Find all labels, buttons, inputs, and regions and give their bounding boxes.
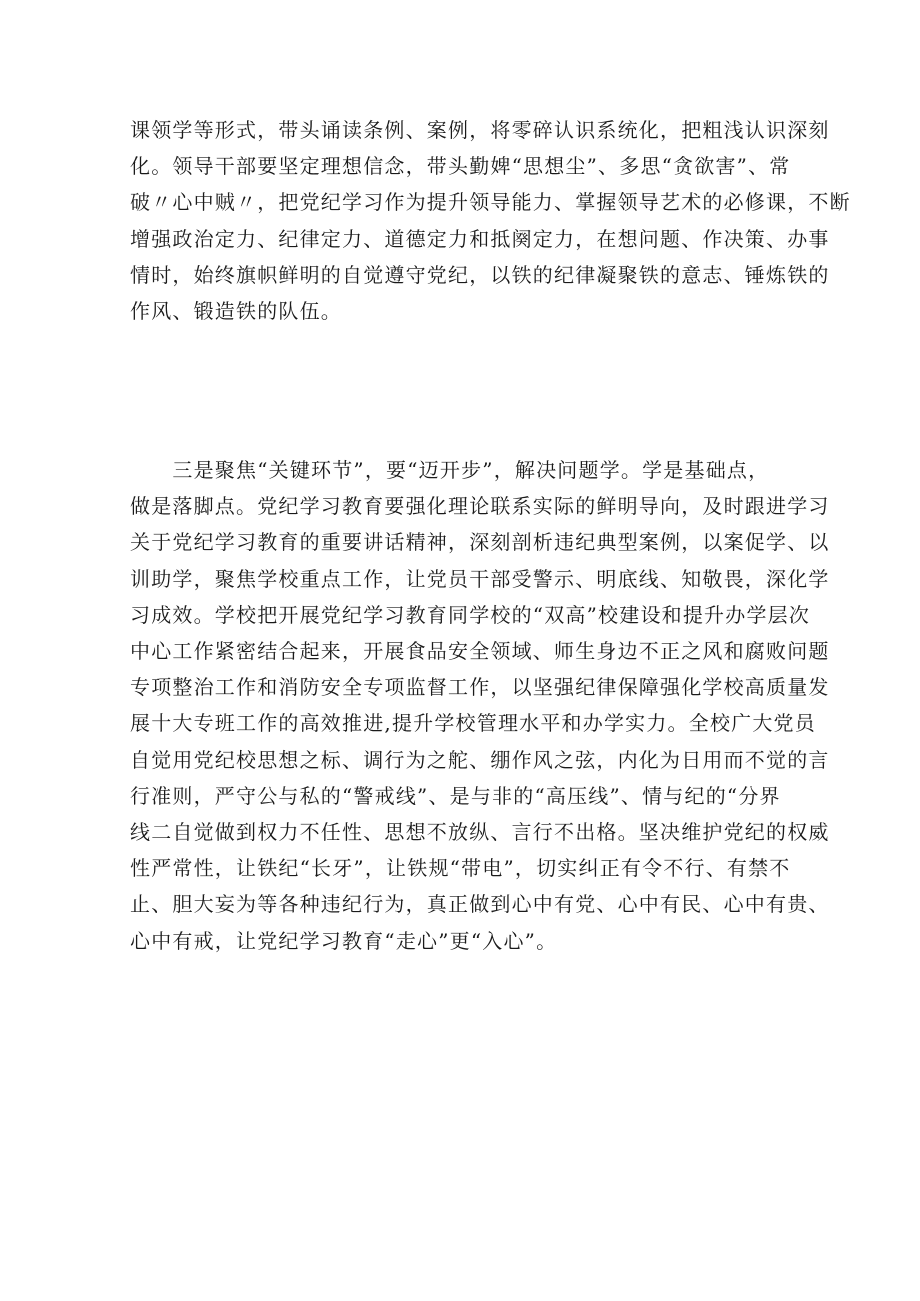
text-line: 课领学等形式，带头诵读条例、案例，将零碎认识系统化，把粗浅认识深刻 bbox=[130, 118, 830, 142]
text-line: 展十大专班工作的高效推进,提升学校管理水平和办学实力。全校广大党员 bbox=[130, 711, 816, 736]
paragraph-1 bbox=[130, 112, 851, 329]
text-line: 行准则，严守公与私的“警戒线”、是与非的“高压线”、情与纪的“分界 bbox=[130, 783, 781, 808]
text-line: 关于党纪学习教育的重要讲话精神，深刻剖析违纪典型案例，以案促学、以 bbox=[130, 530, 830, 555]
text-line: 中心工作紧密结合起来，开展食品安全领域、师生身边不正之风和腐败问题 bbox=[130, 639, 830, 664]
paragraph-2 bbox=[130, 452, 830, 959]
text-line: 三是聚焦“关键环节”，要“迈开步”，解决问题学。学是基础点， bbox=[130, 458, 770, 482]
text-line: 破〃心中贼〃，把党纪学习作为提升领导能力、掌握领导艺术的必修课，不断 bbox=[130, 190, 851, 215]
text-line: 增强政治定力、纪律定力、道德定力和抵阕定力，在想问题、作决策、办事 bbox=[130, 226, 830, 251]
text-line: 情时，始终旗帜鲜明的自觉遵守党纪，以铁的纪律凝聚铁的意志、锤炼铁的 bbox=[130, 262, 830, 287]
text-line: 性严常性，让铁纪“长牙”，让铁规“带电”，切实纠正有令不行、有禁不 bbox=[130, 856, 791, 881]
text-line: 化。领导干部要坚定理想信念，带头勤婢“思想尘”、多思“贪欲害”、常 bbox=[130, 154, 791, 179]
text-line: 专项整治工作和消防安全专项监督工作，以坚强纪律保障强化学校高质量发 bbox=[130, 675, 830, 700]
text-line: 习成效。学校把开展党纪学习教育同学校的“双高”校建设和提升办学层次 bbox=[130, 602, 811, 627]
text-line: 做是落脚点。党纪学习教育要强化理论联系实际的鲜明导向，及时跟进学习 bbox=[130, 494, 830, 519]
text-line: 作风、锻造铁的队伍。 bbox=[130, 299, 342, 324]
text-line: 心中有戒，让党纪学习教育“走心”更“入心”。 bbox=[130, 928, 558, 953]
text-line: 止、胆大妄为等各种违纪行为，真正做到心中有党、心中有民、心中有贵、 bbox=[130, 892, 830, 917]
text-line: 线二自觉做到权力不任性、思想不放纵、言行不出格。坚决维护党纪的权威 bbox=[130, 820, 830, 845]
text-line: 自觉用党纪校思想之标、调行为之舵、绷作风之弦，内化为日用而不觉的言 bbox=[130, 747, 830, 772]
text-line: 训助学，聚焦学校重点工作，让党员干部受警示、明底线、知敬畏，深化学 bbox=[130, 566, 830, 591]
